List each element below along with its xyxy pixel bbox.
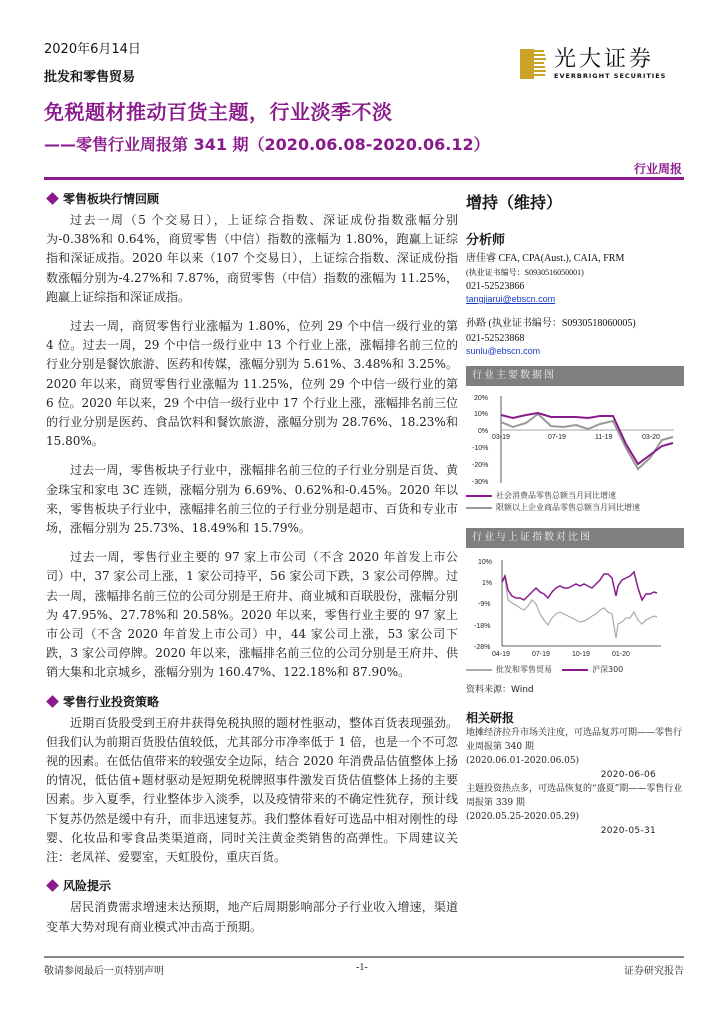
paragraph: 近期百货股受到王府井获得免税执照的题材性驱动，整体百货表现强劲。但我们认为前期百货股估值较低，尤其部分市净率低于 1 倍，也是一个不可忽视的因素。在低估值带来的较强安全边际，结合 2020 年消费品估值整体上扬的情况，低估值+题材驱动是短期免税牌照事件激发百货估值整体上扬的主要因素。步入夏季，行业整体步入淡季，以及疫情带来的不确定性犹存，预计线下复苏仍然是缓中有升，而非迅速复苏。我们整体看好可选品中相对刚性的母婴、化妆品和零食品类渠道商，同时关注黄金类销售的高弹性。下周建议关注：老凤祥、爱婴室，天虹股份，重庆百货。 [46, 715, 458, 865]
logo-english: EVERBRIGHT SECURITIES [554, 72, 667, 80]
related-report-link[interactable]: 地摊经济拉升市场关注度，可选品复苏可期——零售行业周报第 340 期 [466, 728, 683, 752]
svg-text:10-19: 10-19 [572, 651, 590, 658]
related-report-date: 2020-06-06 [600, 770, 656, 780]
svg-text:-28%: -28% [474, 644, 491, 651]
paragraph: 过去一周，商贸零售行业涨幅为 1.80%，位列 29 个中信一级行业的第 4 位。过去一周，29 个中信一级行业中 13 个行业上涨，涨幅排名前三位的行业分别是餐饮旅游、医药和传媒，涨幅分别为 5.61%、3.48%和 3.25%。2020 年以来，商贸零售行业涨幅为 11.25%，位列 29 个中信一级行业的第 6 位。2020 年以来，29 个中信一级行业中 17 个行业上涨，涨幅排名前三位的行业分别是医药、食品饮料和餐饮旅游，涨幅分别为 28.76%、18.23%和 15.80%。 [46, 319, 458, 449]
svg-text:01-20: 01-20 [612, 651, 630, 658]
diamond-bullet-icon [46, 695, 59, 708]
related-report-date: 2020-05-31 [600, 826, 656, 836]
legend-swatch-icon [466, 669, 492, 671]
analyst-phone: 021-52523866 [466, 281, 525, 292]
svg-text:-18%: -18% [474, 623, 491, 630]
section-heading: 零售行业投资策略 [46, 693, 458, 710]
chart-source: 资料来源：Wind [466, 685, 534, 695]
paragraph: 过去一周，零售板块子行业中，涨幅排名前三位的子行业分别是百货、黄金珠宝和家电 3C 连锁，涨幅分别为 6.69%、0.62%和-0.45%。2020 年以来，零售板块子行业中，涨幅排名前三位的子行业分别是超市、百货和专业市场，涨幅分别为 25.73%、18.49%和 15.79%。 [46, 463, 458, 536]
diamond-bullet-icon [46, 192, 59, 205]
chart-title: 行业与上证指数对比图 [466, 528, 684, 548]
legend-item: 社会消费品零售总额当月同比增速 [466, 490, 686, 502]
document-type: 行业周报 [633, 162, 682, 176]
sector-label: 批发和零售贸易 [44, 70, 136, 85]
analyst-phone: 021-52523868 [466, 333, 525, 344]
chart-legend [466, 664, 686, 676]
svg-text:1%: 1% [482, 580, 493, 587]
related-report-period: (2020.06.01-2020.06.05) [466, 756, 580, 766]
svg-text:03-19: 03-19 [492, 434, 510, 441]
svg-text:03-20: 03-20 [642, 434, 660, 441]
footer-disclaimer: 敬请参阅最后一页特别声明 [44, 966, 164, 977]
header-divider [44, 177, 684, 180]
rating: 增持（维持） [466, 193, 563, 212]
svg-text:07-19: 07-19 [548, 434, 566, 441]
main-content [46, 190, 458, 947]
everbright-logo-icon [520, 49, 546, 79]
section-heading: 风险提示 [46, 877, 458, 894]
analyst-cert: (执业证书编号：S0930516050001) [466, 268, 584, 277]
legend-item: 批发和零售贸易 [466, 664, 552, 676]
report-title: 免税题材推动百货主题，行业淡季不淡 [44, 100, 393, 124]
svg-text:-20%: -20% [472, 462, 489, 469]
svg-text:04-19: 04-19 [492, 651, 510, 658]
svg-text:-30%: -30% [472, 479, 489, 486]
svg-text:07-19: 07-19 [532, 651, 550, 658]
report-subtitle: ——零售行业周报第 341 期（2020.06.08-2020.06.12） [44, 135, 490, 154]
analyst-heading: 分析师 [466, 233, 506, 248]
footer-divider [44, 956, 684, 958]
svg-text:-10%: -10% [472, 445, 489, 452]
analyst-email-link[interactable]: sunlu@ebscn.com [466, 346, 541, 356]
diamond-bullet-icon [46, 879, 59, 892]
svg-text:10%: 10% [478, 559, 493, 566]
paragraph: 过去一周（5 个交易日），上证综合指数、深证成份指数涨幅分别为-0.38%和 0.64%，商贸零售（中信）指数的涨幅为 1.80%，跑赢上证综指和深证成指。2020 年以来（107 个交易日），上证综合指数、深证成份指数涨幅分别为-4.27%和 7.87%，商贸零售（中信）指数的涨幅为 11.25%，跑赢上证综指和深证成指。 [46, 213, 458, 304]
legend-swatch-icon [562, 669, 588, 671]
related-report-period: (2020.05.25-2020.05.29) [466, 812, 580, 822]
svg-text:10%: 10% [474, 411, 489, 418]
svg-text:20%: 20% [474, 395, 489, 402]
company-logo [520, 44, 690, 84]
legend-swatch-icon [466, 507, 492, 509]
related-reports-heading: 相关研报 [466, 711, 515, 725]
analyst-email-link[interactable]: tangjiarui@ebscn.com [466, 294, 556, 304]
report-date: 2020年6月14日 [44, 42, 141, 57]
logo-chinese: 光大证券 [554, 47, 655, 72]
related-report-link[interactable]: 主题投资热点多，可选品恢复的“盛夏”期——零售行业周报第 339 期 [466, 784, 683, 808]
svg-text:0%: 0% [478, 428, 489, 435]
index-comparison-chart [466, 548, 686, 664]
svg-text:-9%: -9% [478, 601, 491, 608]
paragraph: 居民消费需求增速未达预期，地产后周期影响部分子行业收入增速，渠道变革大势对现有商业模式冲击高于预期。 [46, 900, 458, 934]
chart-title: 行业主要数据图 [466, 366, 684, 386]
legend-swatch-icon [466, 495, 492, 497]
analyst-name: 唐佳睿 CFA, CPA(Aust.), CAIA, FRM [466, 253, 625, 264]
page-number: -1- [356, 962, 368, 973]
legend-item: 限额以上企业商品零售总额当月同比增速 [466, 502, 686, 514]
svg-text:11-19: 11-19 [595, 434, 613, 441]
legend-item: 沪深300 [562, 664, 623, 676]
paragraph: 过去一周，零售行业主要的 97 家上市公司（不含 2020 年首发上市公司）中，37 家公司上涨，1 家公司持平，56 家公司下跌，3 家公司停牌。过去一周，涨幅排名前三位的公司分别是王府井、商业城和百联股份，涨幅分别为 47.95%、27.78%和 20.58%。2020 年以来，零售行业主要的 97 家上市公司（不含 2020 年首发上市公司）中，44 家公司上涨，53 家公司下跌，3 家公司停牌。2020 年以来，涨幅排名前三位的公司分别是王府井、供销大集和北京城乡，涨幅分别为 160.47%、122.18%和 87.90%。 [46, 550, 458, 680]
footer-report-type: 证券研究报告 [624, 966, 684, 977]
industry-data-chart [466, 386, 686, 490]
section-heading: 零售板块行情回顾 [46, 190, 458, 207]
analyst-name: 孙路 (执业证书编号：S0930518060005) [466, 318, 636, 329]
sidebar [466, 190, 686, 838]
